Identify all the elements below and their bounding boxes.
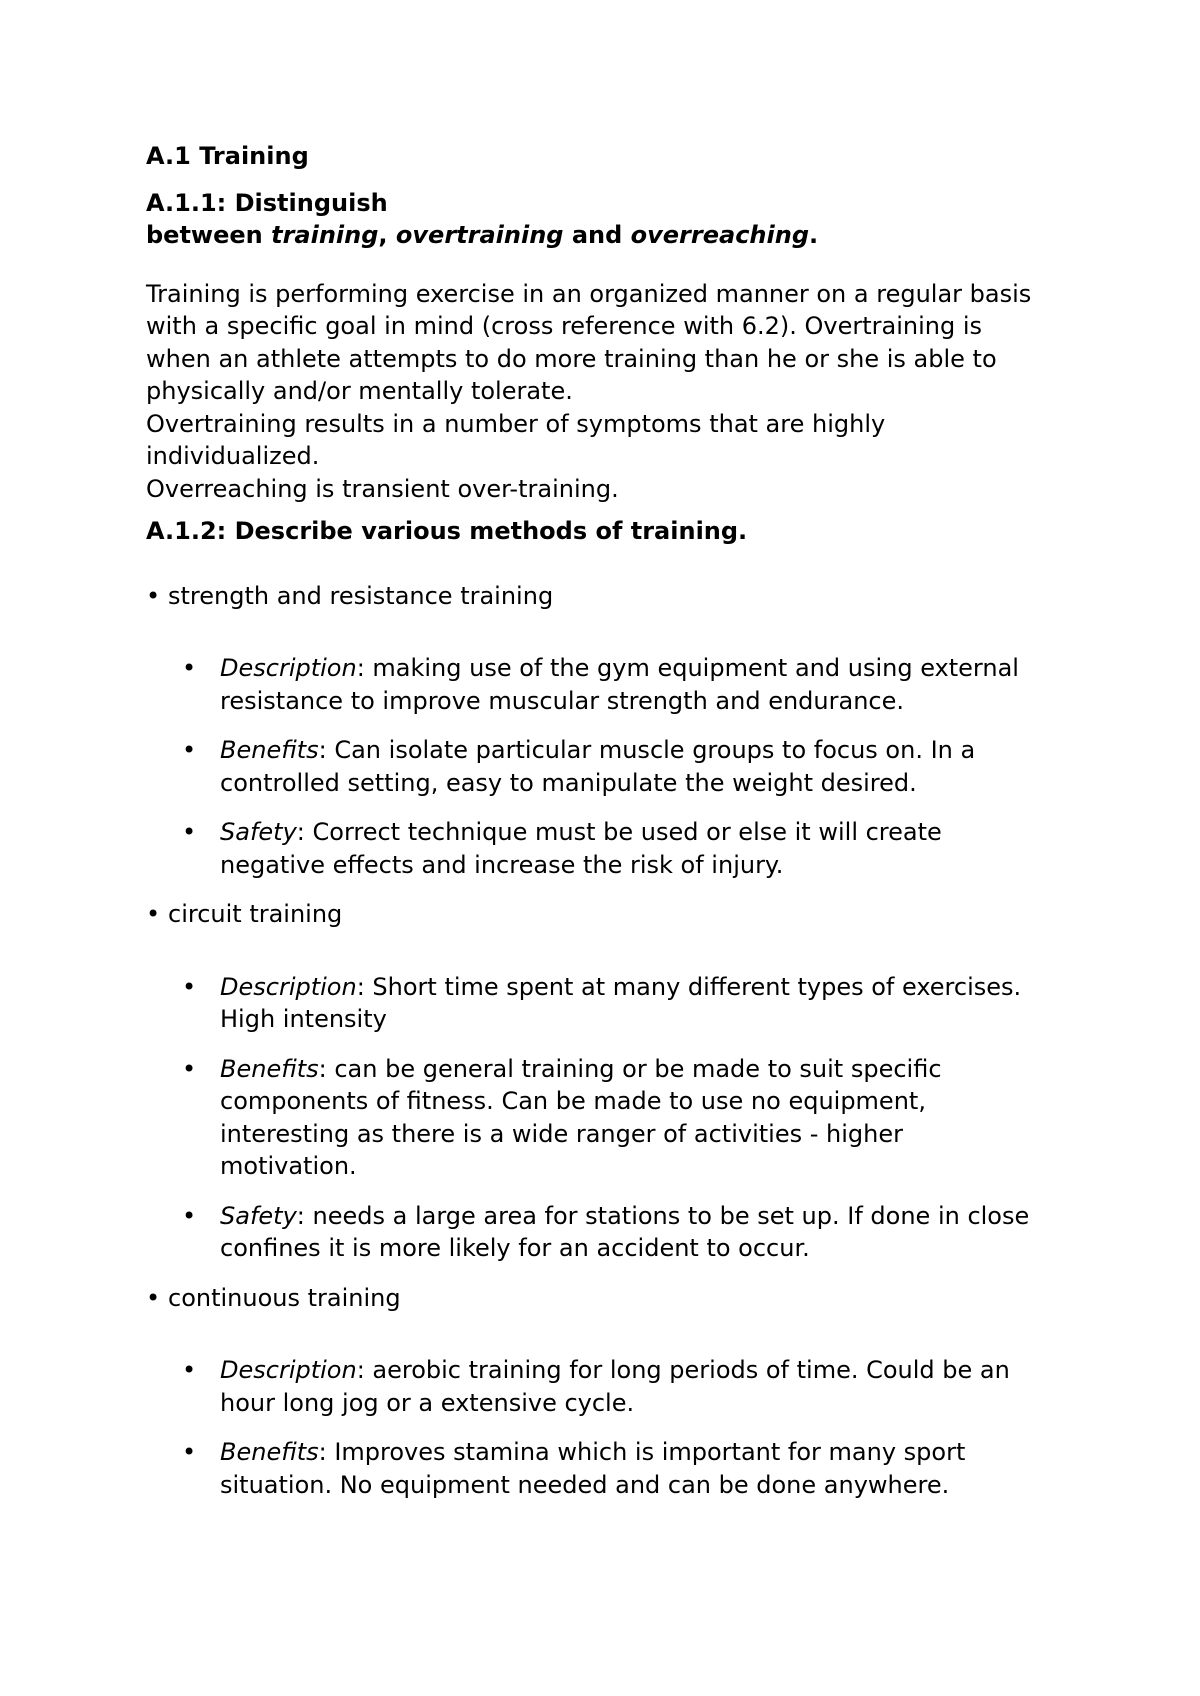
detail-text: High intensity (220, 1005, 387, 1033)
detail-label: Safety (220, 818, 297, 846)
a11-paragraph (146, 278, 1066, 506)
detail-label: Benefits (220, 1438, 319, 1466)
detail-label: Description (220, 654, 357, 682)
heading-a12: A.1.2: Describe various methods of training. (146, 517, 748, 545)
detail-item (146, 816, 1066, 881)
detail-text: motivation. (220, 1152, 357, 1180)
method-details (146, 971, 1066, 1265)
detail-label: Safety (220, 1201, 297, 1230)
bullet-icon: • (182, 1201, 197, 1230)
detail-text: interesting as there is a wide ranger of activities - higher (220, 1119, 903, 1148)
bullet-icon: • (146, 581, 161, 610)
detail-text: confines it is more likely for an accident to occur. (220, 1234, 810, 1262)
method-heading (146, 1282, 1066, 1315)
paragraph-line: Training is performing exercise in an organized manner on a regular basis (146, 279, 1032, 308)
detail-item (146, 652, 1066, 717)
bullet-icon: • (182, 1438, 197, 1466)
detail-text: : Short time spent at many different types of exercises. (356, 972, 1022, 1001)
detail-label: Benefits (220, 1054, 319, 1083)
heading-a11 (146, 187, 1066, 252)
method-details (146, 652, 1066, 881)
term-overreaching: overreaching (630, 221, 809, 249)
detail-text: : Improves stamina which is important for many sport (318, 1438, 966, 1466)
method-heading (146, 898, 1066, 931)
detail-text: : can be general training or be made to suit specific (318, 1054, 942, 1083)
heading-prefix: between (146, 221, 272, 249)
paragraph-line: when an athlete attempts to do more training than he or she is able to (146, 344, 997, 373)
methods-list (146, 580, 1066, 1502)
heading-a11-line2 (146, 219, 1066, 252)
detail-item (146, 1053, 1066, 1183)
bullet-icon: • (182, 736, 197, 764)
detail-item (146, 1436, 1066, 1501)
detail-text: : Can isolate particular muscle groups to focus on. In a (318, 736, 976, 764)
detail-text: hour long jog or a extensive cycle. (220, 1388, 635, 1417)
detail-text: controlled setting, easy to manipulate the weight desired. (220, 768, 917, 797)
paragraph-line: Overtraining results in a number of symptoms that are highly (146, 409, 886, 438)
bullet-icon: • (182, 1054, 197, 1083)
detail-item (146, 734, 1066, 799)
detail-item (146, 1200, 1066, 1265)
bullet-icon: • (146, 1283, 161, 1312)
method-heading (146, 580, 1066, 613)
heading-a11-line1: A.1.1: Distinguish (146, 188, 388, 217)
paragraph-line: physically and/or mentally tolerate. (146, 377, 573, 405)
detail-text: resistance to improve muscular strength and endurance. (220, 686, 904, 715)
paragraph-line: individualized. (146, 442, 320, 470)
detail-text: : aerobic training for long periods of time. Could be an (356, 1356, 1010, 1384)
bullet-icon: • (182, 1356, 197, 1384)
bullet-icon: • (146, 900, 161, 928)
detail-text: : needs a large area for stations to be set up. If done in close (296, 1201, 1030, 1230)
detail-label: Description (220, 972, 357, 1001)
detail-text: : making use of the gym equipment and using external (356, 654, 1019, 682)
period: . (809, 221, 819, 249)
detail-text: : Correct technique must be used or else it will create (296, 818, 942, 846)
method-details (146, 1354, 1066, 1501)
detail-text: components of fitness. Can be made to use no equipment, (220, 1087, 926, 1115)
separator: , (378, 221, 396, 249)
method-name: strength and resistance training (168, 581, 554, 610)
paragraph-line: Overreaching is transient over-training. (146, 474, 619, 503)
bullet-icon: • (182, 654, 197, 682)
detail-item (146, 971, 1066, 1036)
term-overtraining: overtraining (395, 221, 564, 249)
detail-text: negative effects and increase the risk of injury. (220, 850, 784, 879)
section-title: A.1 Training (146, 142, 309, 170)
bullet-icon: • (182, 972, 197, 1001)
method-name: continuous training (168, 1283, 401, 1312)
bullet-icon: • (182, 818, 197, 846)
paragraph-line: with a specific goal in mind (cross reference with 6.2). Overtraining is (146, 312, 983, 340)
detail-item (146, 1354, 1066, 1419)
term-training: training (271, 221, 379, 249)
detail-text: situation. No equipment needed and can be done anywhere. (220, 1470, 950, 1499)
document-page (146, 140, 1066, 1518)
method-name: circuit training (168, 900, 343, 928)
detail-label: Description (220, 1356, 357, 1384)
detail-label: Benefits (220, 736, 319, 764)
separator: and (563, 221, 631, 249)
